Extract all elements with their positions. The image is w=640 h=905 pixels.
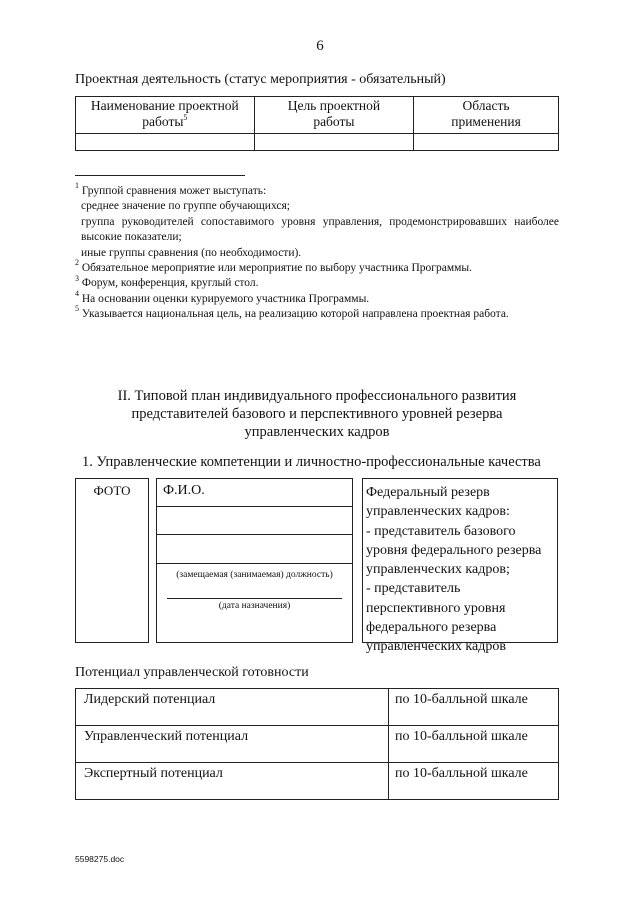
footnote-mark: 3 [75, 273, 79, 283]
footnote-mark: 4 [75, 289, 79, 299]
reserve-line: перспективного уровня [366, 600, 506, 616]
footnote-mark: 5 [183, 112, 188, 122]
potential-name: Лидерский потенциал [76, 689, 389, 726]
empty-cell [254, 134, 413, 151]
section-title [75, 387, 559, 441]
footnote-5 [75, 304, 559, 322]
header-text: работы [313, 114, 355, 129]
reserve-line: управленческих кадров [366, 639, 506, 655]
reserve-line: - представитель базового [366, 523, 516, 539]
footnote-3 [75, 273, 559, 291]
fio-divider [157, 563, 352, 564]
photo-box [75, 478, 149, 643]
photo-label: ФОТО [93, 483, 131, 498]
project-activity-table [75, 96, 559, 151]
footnote-text: Группой сравнения может выступать: [81, 185, 267, 197]
date-rule [167, 598, 342, 599]
reserve-line: управленческих кадров: [366, 504, 510, 520]
competencies-heading: 1. Управленческие компетенции и личностно-профессиональные качества [82, 454, 541, 470]
table-row [76, 689, 559, 726]
potential-heading: Потенциал управленческой готовности [75, 665, 309, 680]
person-info-box [156, 478, 353, 643]
footnote-text: Обязательное мероприятие или мероприятие по выбору участника Программы. [81, 262, 472, 275]
reserve-line: федерального резерва [366, 620, 497, 636]
footnote-1-item: группа руководителей сопоставимого уровня управления, продемонстрировавших наиболее высокие показатели; [81, 215, 559, 244]
reserve-text [366, 483, 541, 657]
table-row [76, 726, 559, 763]
potential-scale: по 10-балльной шкале [389, 763, 559, 800]
footnote-divider [75, 175, 245, 176]
footnote-2 [75, 258, 559, 276]
section-title-line: управленческих кадров [244, 424, 390, 440]
footnote-text: На основании оценки курируемого участника Программы. [81, 292, 370, 305]
fio-divider [157, 534, 352, 535]
header-text: Область [462, 98, 510, 113]
header-text: работы [142, 114, 184, 129]
footnote-text: Форум, конференция, круглый стол. [81, 277, 259, 290]
header-text: Цель проектной [287, 98, 381, 113]
table-row [76, 134, 559, 151]
section-title-line: представителей базового и перспективного уровней резерва [131, 406, 503, 422]
footnote-1-item: иные группы сравнения (по необходимости). [81, 246, 302, 259]
reserve-line: управленческих кадров; [366, 562, 510, 578]
empty-cell [76, 134, 255, 151]
potential-name: Экспертный потенциал [76, 763, 389, 800]
reserve-box [362, 478, 558, 655]
reserve-line: - представитель [366, 581, 461, 597]
column-header-application-area [414, 97, 559, 134]
footnote-1 [75, 181, 559, 199]
footnote-mark: 5 [75, 304, 79, 314]
footnotes [75, 181, 559, 323]
reserve-line: уровня федерального резерва [366, 542, 542, 558]
column-header-project-goal [254, 97, 413, 134]
potential-table [75, 688, 559, 800]
date-label: (дата назначения) [218, 601, 291, 611]
document-reference: 5598275.doc [75, 854, 125, 864]
potential-name: Управленческий потенциал [76, 726, 389, 763]
potential-scale: по 10-балльной шкале [389, 689, 559, 726]
empty-cell [414, 134, 559, 151]
reserve-line: Федеральный резерв [366, 485, 490, 500]
section-title-line: II. Типовой план индивидуального профессионального развития [117, 388, 517, 404]
table-row [76, 763, 559, 800]
page-number: 6 [316, 38, 324, 54]
table-header-row [76, 97, 559, 134]
fio-divider [157, 506, 352, 507]
header-text: применения [451, 114, 521, 129]
header-text: Наименование проектной [90, 98, 239, 113]
potential-scale: по 10-балльной шкале [389, 726, 559, 763]
column-header-project-name [76, 97, 255, 134]
footnote-mark: 1 [75, 181, 79, 191]
footnote-mark: 2 [75, 258, 79, 268]
footnote-1-item: среднее значение по группе обучающихся; [81, 200, 290, 213]
footnote-4 [75, 289, 559, 307]
fio-label: Ф.И.О. [163, 483, 205, 498]
footnote-text: Указывается национальная цель, на реализацию которой направлена проектная работа. [81, 308, 509, 321]
position-label: (замещаемая (занимаемая) должность) [176, 570, 333, 580]
project-activity-heading: Проектная деятельность (статус мероприятия - обязательный) [75, 72, 446, 87]
